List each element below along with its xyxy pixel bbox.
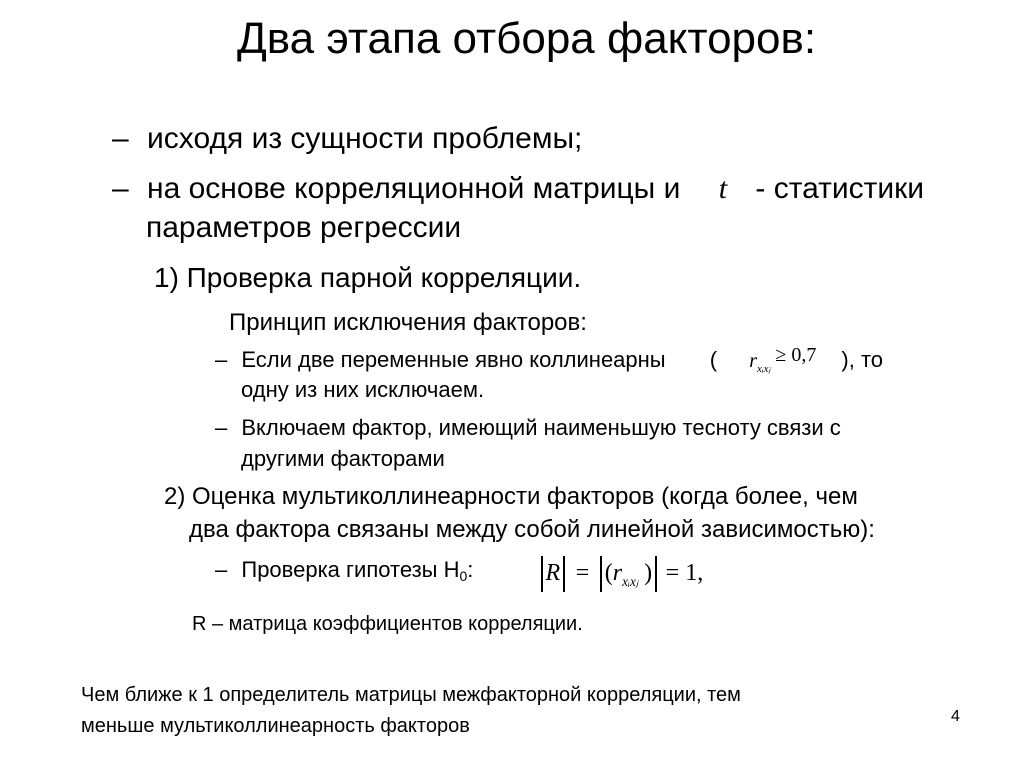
paren-close: ), то: [841, 347, 884, 372]
bullet-text-cont: - статистики: [755, 172, 925, 205]
determinant-formula: [538, 554, 703, 601]
slide-title: Два этапа отбора факторов:: [237, 14, 817, 63]
r-matrix-note: R – матрица коэффициентов корреляции.: [192, 613, 583, 635]
rule-text: Включаем фактор, имеющий наименьшую тесноту связи с: [241, 415, 841, 440]
rule-include-factor-line2: другими факторами: [241, 446, 445, 471]
slide-number: 4: [951, 708, 960, 725]
rule-collinear-line2: одну из них исключаем.: [241, 377, 485, 402]
dash-marker: –: [215, 347, 228, 372]
bullet-correlation-matrix: [112, 172, 924, 206]
abs-bar: [541, 556, 543, 592]
rule-include-factor: [215, 415, 841, 441]
formula-rhs: = 1,: [665, 560, 704, 586]
dash-marker: –: [112, 122, 129, 155]
dash-marker: –: [215, 557, 228, 582]
hypothesis-test: [215, 557, 473, 584]
hypothesis-colon: :: [467, 557, 474, 582]
t-symbol: t: [718, 172, 728, 205]
dash-marker: –: [112, 172, 129, 205]
bullet-text: на основе корреляционной матрицы и: [147, 172, 681, 205]
pair-correlation-formula: [749, 344, 821, 375]
abs-bar: [600, 556, 602, 592]
bullet-text: исходя из сущности проблемы;: [147, 122, 583, 155]
bullet-correlation-matrix-line2: параметров регрессии: [146, 211, 462, 244]
dash-marker: –: [215, 415, 228, 440]
hypothesis-subscript: 0: [459, 568, 468, 584]
rule-collinear: [215, 344, 884, 375]
formula-R: R: [545, 560, 561, 586]
abs-bar: [655, 556, 657, 592]
footer-note-line1: Чем ближе к 1 определитель матрицы межфакторной корреляции, тем: [81, 684, 741, 706]
formula-paren-close: ): [644, 560, 653, 586]
footer-note-line2: меньше мультиколлинеарность факторов: [81, 715, 470, 737]
formula-subscript: xᵢxⱼ: [756, 362, 771, 375]
rule-text: Если две переменные явно коллинеарны: [241, 347, 666, 372]
formula-paren-open: (: [604, 560, 613, 586]
abs-bar: [563, 556, 565, 592]
step-multicollinearity-line2: два фактора связаны между собой линейной зависимостью):: [189, 516, 875, 543]
bullet-problem-essence: [112, 122, 582, 156]
formula-r: r: [612, 560, 623, 586]
formula-r: r: [749, 350, 757, 372]
hypothesis-text: Проверка гипотезы Н: [241, 557, 460, 582]
formula-relation: ≥ 0,7: [775, 344, 817, 366]
principle-heading: Принцип исключения факторов:: [229, 309, 587, 336]
formula-equals: =: [575, 560, 590, 586]
paren-open: (: [709, 347, 718, 372]
step-multicollinearity: 2) Оценка мультиколлинеарности факторов (когда более, чем: [164, 483, 858, 510]
step-pair-correlation: 1) Проверка парной корреляции.: [154, 262, 582, 293]
formula-subscript: xᵢxⱼ: [622, 573, 639, 589]
